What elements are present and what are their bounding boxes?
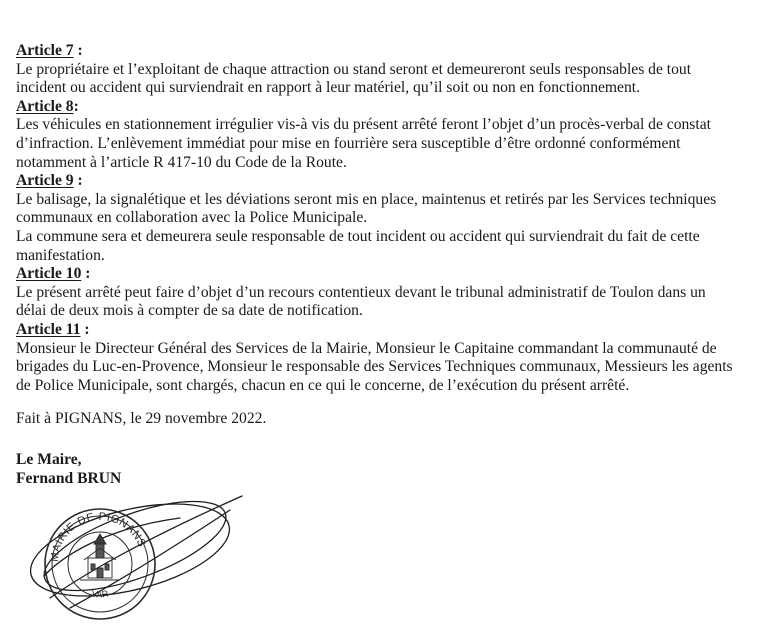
document-body [16, 42, 752, 395]
article-9-line: communaux en collaboration avec la Police Municipale. [16, 209, 368, 227]
seal-bottom-text-path: VAR [90, 588, 110, 600]
signature-block [16, 451, 121, 488]
article-10-line: Le présent arrêté peut faire d’objet d’un recours contentieux devant le tribunal administratif de Toulon dans un [16, 283, 706, 301]
article-7: Article 7 : Le propriétaire et l’exploitant de chaque attraction ou stand seront et demeureront seuls responsables de tout incident ou accident qui surviendrait en rapport à leur matériel, qu’il soit ou non en fonctionnement. [16, 42, 752, 98]
article-8-line: notamment à l’article R 417-10 du Code de la Route. [16, 153, 347, 171]
article-9-line: manifestation. [16, 246, 105, 264]
signature-and-seal [30, 488, 245, 638]
seal-text-path: MAIRIE DE PIGNANS [48, 510, 148, 563]
article-7-line: Le propriétaire et l’exploitant de chaque attraction ou stand seront et demeureront seuls responsables de tout [16, 60, 692, 78]
article-9-line: Le balisage, la signalétique et les déviations seront mis en place, maintenus et retirés par les Services techniques [16, 190, 717, 208]
article-8-line: Les véhicules en stationnement irrégulier vis-à vis du présent arrêté feront l’objet d’un procès-verbal de constat [16, 116, 711, 134]
article-9-line: La commune sera et demeurera seule responsable de tout incident ou accident qui surviendrait du fait de cette [16, 227, 700, 245]
article-11-line: de Police Municipale, sont chargés, chacun en ce qui le concerne, de l’exécution du présent arrêté. [16, 376, 630, 394]
article-11: Article 11 : Monsieur le Directeur Général des Services de la Mairie, Monsieur le Capitaine commandant la communauté de brigades du Luc-en-Provence, Monsieur le responsable des Services Techniques communaux, Messieurs les agents de Police Municipale, sont chargés, chacun en ce qui le concerne, de l’exécution du présent arrêté. [16, 321, 752, 395]
church-emblem [80, 534, 120, 580]
article-8-line: d’infraction. L’enlèvement immédiat pour mise en fourrière sera susceptible d’être ordonné conformément [16, 134, 681, 152]
seal-bottom-text [91, 588, 110, 599]
article-7-line: incident ou accident qui surviendrait en rapport à leur matériel, qu’il soit ou non en fonctionnement. [16, 79, 640, 97]
signer-name: Fernand BRUN [16, 469, 122, 487]
article-7-title: Article 7 [16, 42, 74, 59]
seal-stamp-graphic [30, 488, 245, 638]
article-8-title: Article 8 [16, 97, 74, 115]
article-11-line: Monsieur le Directeur Général des Services de la Mairie, Monsieur le Capitaine commandant la communauté de [16, 339, 717, 357]
article-10-line: délai de deux mois à compter de sa date de notification. [16, 302, 363, 320]
article-10: Article 10 : Le présent arrêté peut faire d’objet d’un recours contentieux devant le tribunal administratif de Toulon dans un délai de deux mois à compter de sa date de notification. [16, 265, 752, 321]
article-9: Article 9 : Le balisage, la signalétique et les déviations seront mis en place, maintenus et retirés par les Services techniques communaux en collaboration avec la Police Municipale. La commune sera et demeurera seule responsable de tout incident ou accident qui surviendrait du fait de cette manifestation. [16, 172, 752, 265]
article-9-title: Article 9 [16, 172, 74, 190]
article-11-title: Article 11 [16, 320, 81, 338]
closing-date-line: Fait à PIGNANS, le 29 novembre 2022. [16, 410, 267, 427]
article-8: Article 8: Les véhicules en stationnement irrégulier vis-à vis du présent arrêté feront l’objet d’un procès-verbal de constat d’infraction. L’enlèvement immédiat pour mise en fourrière sera susceptible d’être ordonné conformément notamment à l’article R 417-10 du Code de la Route. [16, 98, 752, 172]
signer-role: Le Maire, [16, 451, 82, 468]
article-10-title: Article 10 [16, 265, 82, 283]
article-11-line: brigades du Luc-en-Provence, Monsieur le responsable des Services Techniques communaux, Messieurs les agents [16, 358, 733, 376]
